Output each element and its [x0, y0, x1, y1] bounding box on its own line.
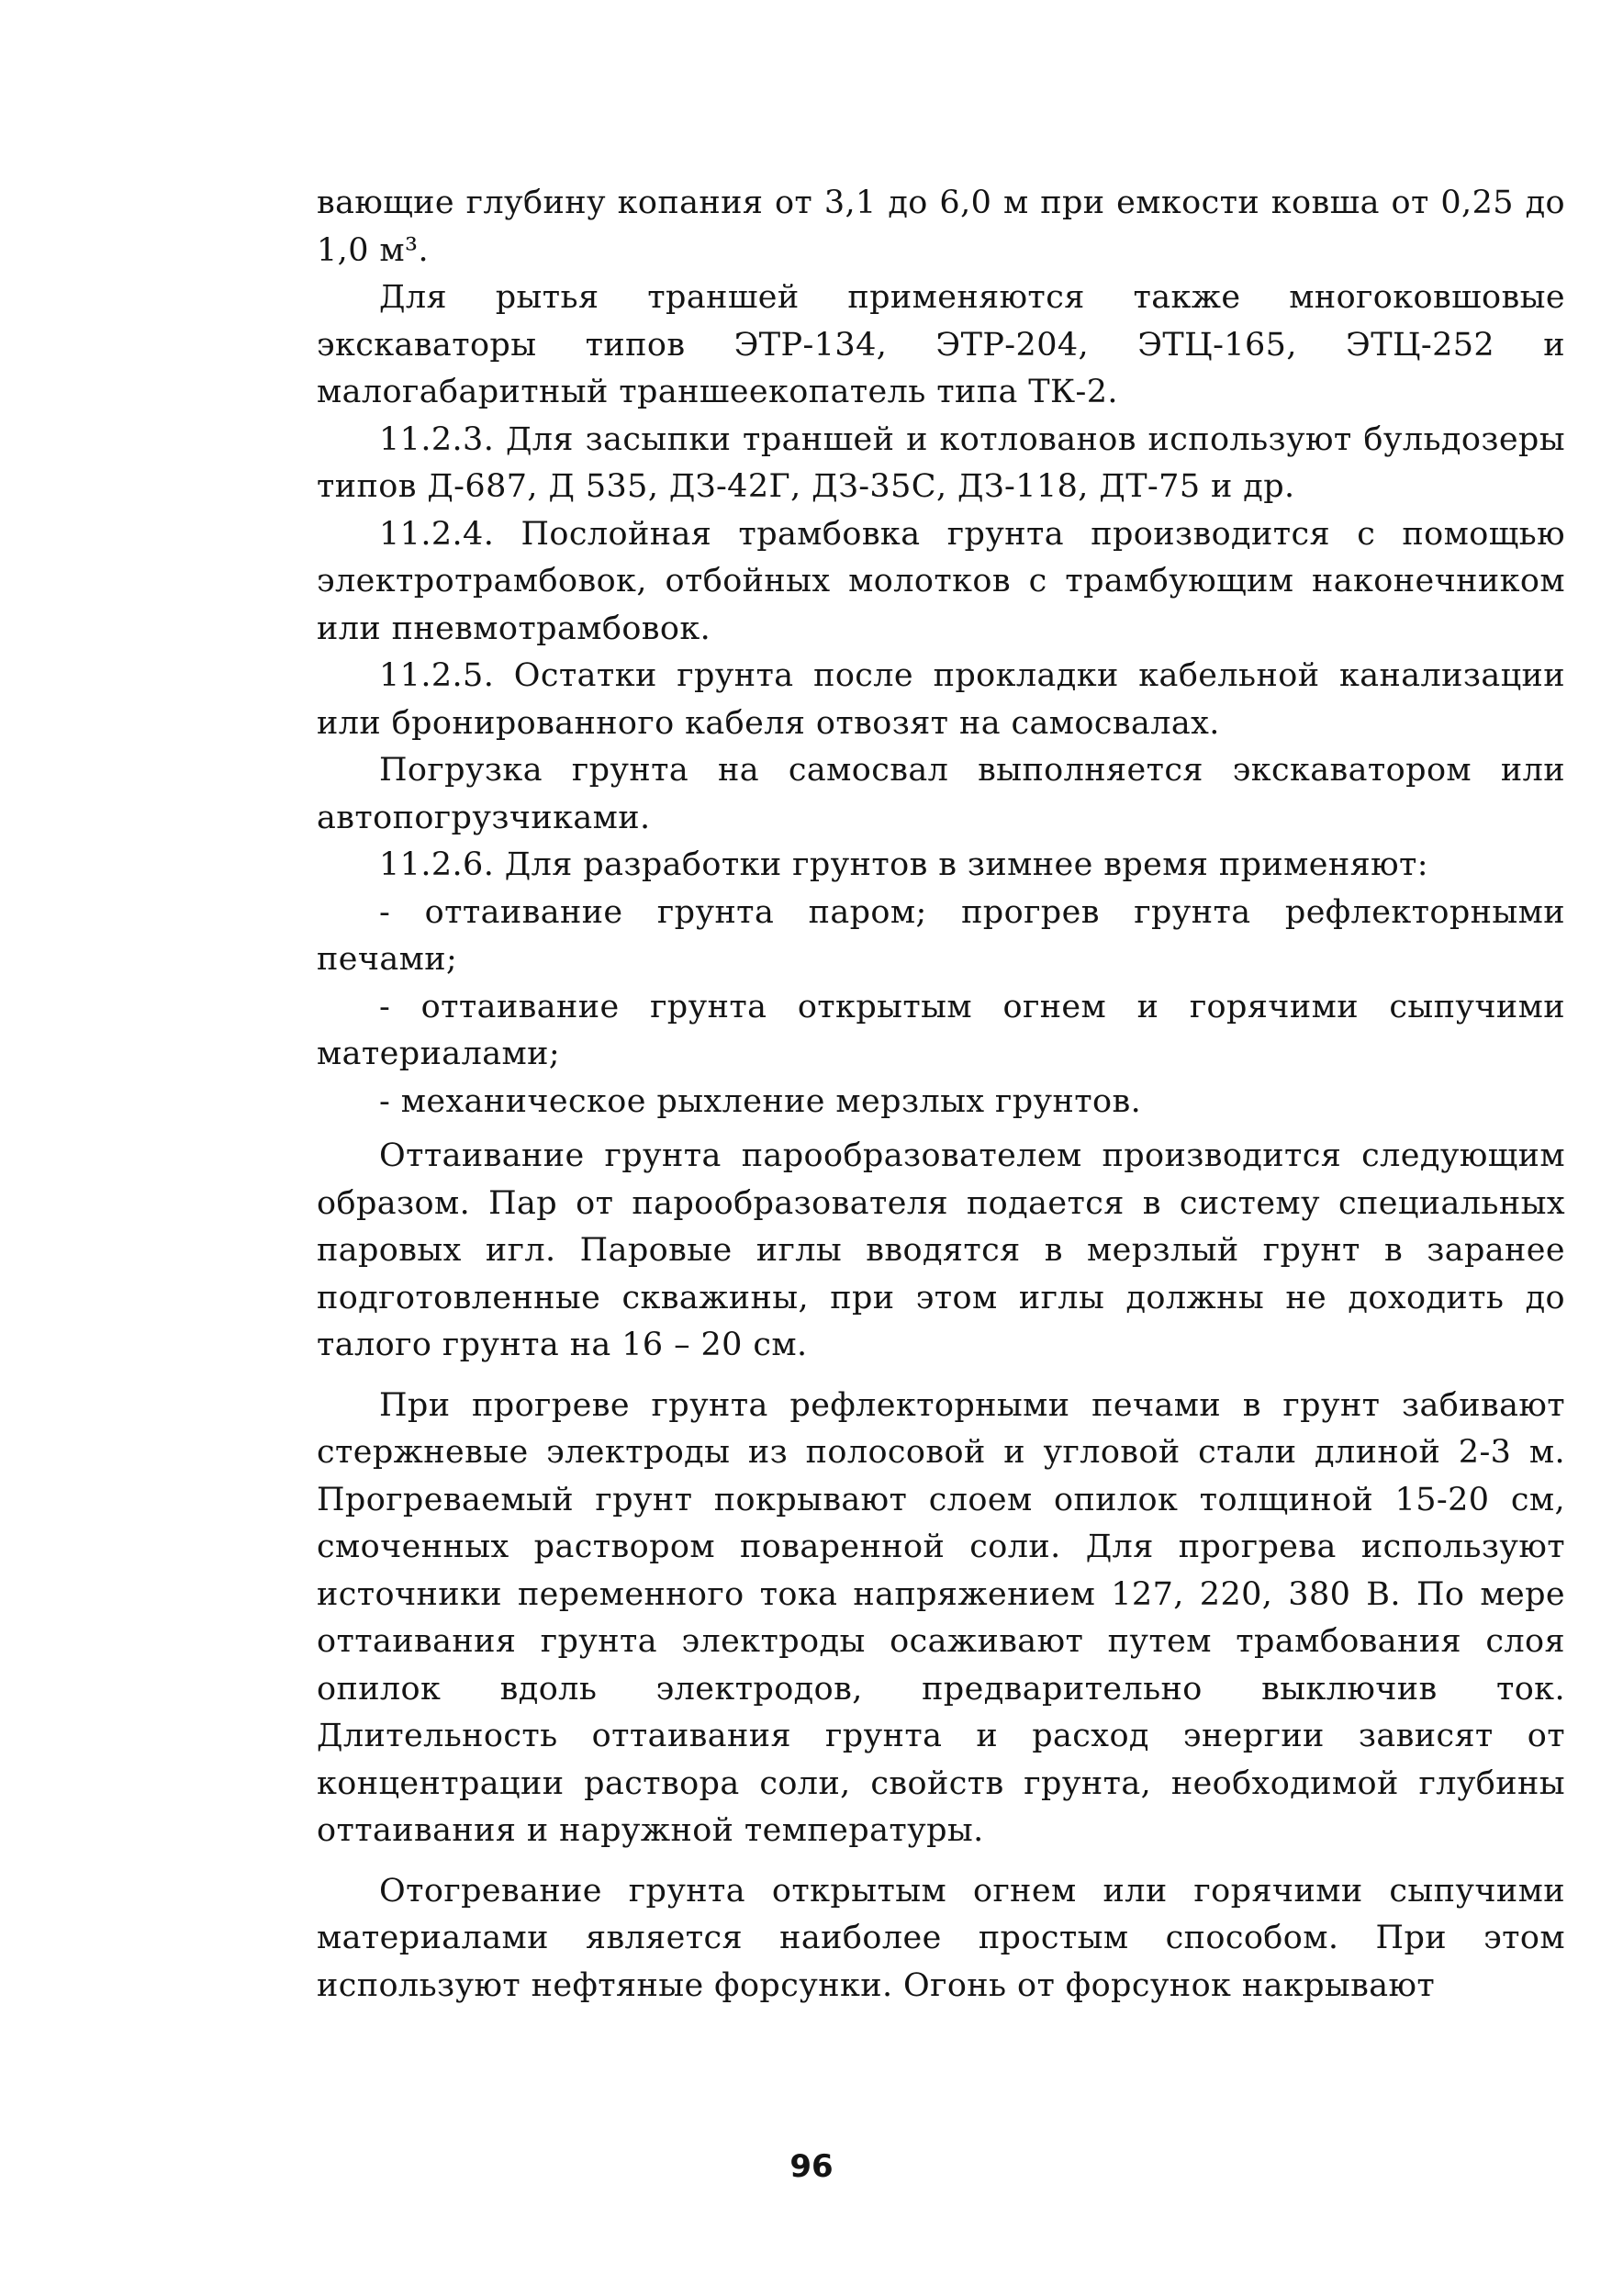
- paragraph-steam-thawing: Оттаивание грунта парообразователем производится следующим образом. Пар от парообразователя подается в систему специальных паровых игл. Паровые иглы вводятся в мерзлый грунт в заранее подготовленные скважины, при этом иглы должны не доходить до талого грунта на 16 – 20 см.: [317, 1137, 1565, 1363]
- paragraph-loading: Погрузка грунта на самосвал выполняется экскаватором или автопогрузчиками.: [317, 752, 1565, 836]
- paragraph-trench-excavators: Для рытья траншей применяются также многоковшовые экскаваторы типов ЭТР-134, ЭТР-204, ЭТЦ-165, ЭТЦ-252 и малогабаритный траншеекопатель типа ТК-2.: [317, 279, 1565, 410]
- paragraph-11-2-4: 11.2.4. Послойная трамбовка грунта производится с помощью электротрамбовок, отбойных молотков с трамбующим наконечником или пневмотрамбовок.: [317, 515, 1565, 647]
- list-item-mechanical: - механическое рыхление мерзлых грунтов.: [379, 1082, 1142, 1120]
- paragraph-11-2-5: 11.2.5. Остатки грунта после прокладки кабельной канализации или бронированного кабеля отвозят на самосвалах.: [317, 657, 1565, 742]
- page-number: 96: [789, 2148, 834, 2185]
- paragraph-open-fire: Отогревание грунта открытым огнем или горячими сыпучими материалами является наиболее простым способом. При этом используют нефтяные форсунки. Огонь от форсунок накрывают: [317, 1872, 1565, 2004]
- paragraph-reflector-heating: При прогреве грунта рефлекторными печами в грунт забивают стержневые электроды из полосовой и угловой стали длиной 2-3 м. Прогреваемый грунт покрывают слоем опилок толщиной 15-20 см, смоченных раствором поваренной соли. Для прогрева используют источники переменного тока напряжением 127, 220, 380 В. По мере оттаивания грунта электроды осаживают путем трамбования слоя опилок вдоль электродов, предварительно выключив ток. Длительность оттаивания грунта и расход энергии зависят от концентрации раствора соли, свойств грунта, необходимой глубины оттаивания и наружной температуры.: [317, 1386, 1565, 1849]
- body-text: [317, 180, 1565, 2010]
- list-item-fire: - оттаивание грунта открытым огнем и горячими сыпучими материалами;: [317, 988, 1565, 1072]
- paragraph-continuation: вающие глубину копания от 3,1 до 6,0 м при емкости ковша от 0,25 до 1,0 м³.: [317, 185, 1565, 269]
- paragraph-11-2-3: 11.2.3. Для засыпки траншей и котлованов используют бульдозеры типов Д-687, Д 535, ДЗ-42Г, ДЗ-35С, ДЗ-118, ДТ-75 и др.: [317, 420, 1565, 505]
- list-item-steam: - оттаивание грунта паром; прогрев грунта рефлекторными печами;: [317, 893, 1565, 978]
- paragraph-11-2-6: 11.2.6. Для разработки грунтов в зимнее время применяют:: [379, 846, 1428, 883]
